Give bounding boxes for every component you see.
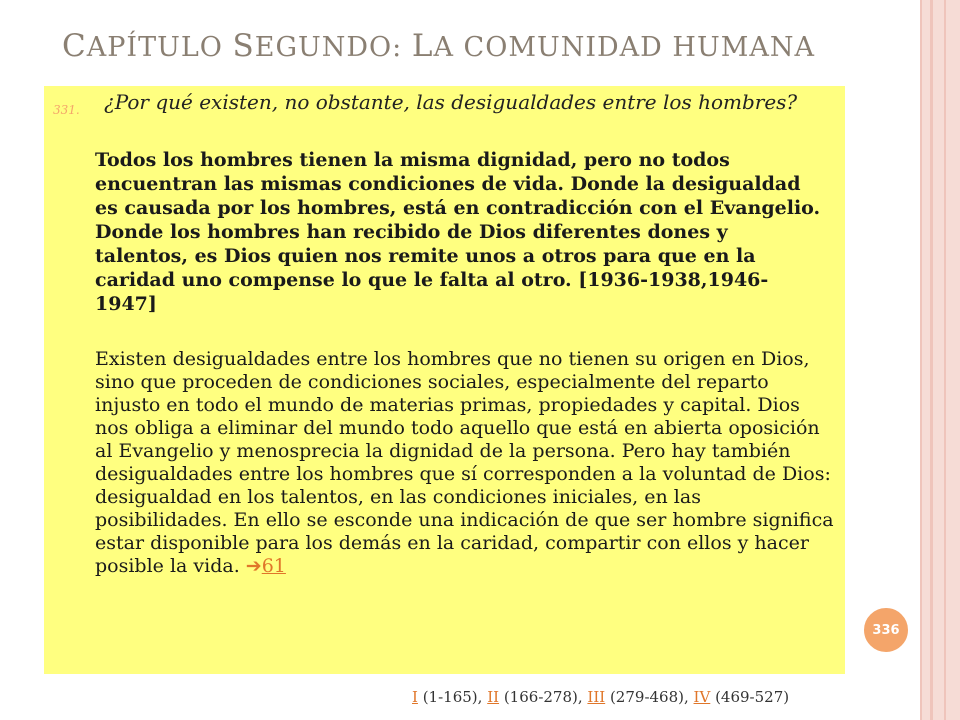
title-initial: S [232,28,255,64]
arrow-right-icon: ➔ [245,555,262,577]
page-number-badge: 336 [862,606,910,654]
title-text: A COMUNIDAD HUMANA [433,32,815,63]
footer-range: (469-527) [710,688,790,706]
question-text: ¿Por qué existen, no obstante, las desigualdades entre los hombres? [104,90,798,114]
right-decorative-margin [920,0,960,720]
margin-stripe [920,0,922,720]
reference-link[interactable]: 61 [261,555,286,577]
title-text: EGUNDO: [254,32,412,63]
footer-range: (166-278), [499,688,588,706]
answer-text: Todos los hombres tienen la misma dignidad, pero no todos encuentran las mismas condiciones de vida. Donde la desigualdad es causada por los hombres, está en contradicción con el Evangelio. Donde los hombres han recibido de Dios diferentes dones y talentos, es Dios quien nos remite unos a otros para que en la caridad uno compense lo que le falta al otro. [1936-1938,1946-1947] [95,149,821,315]
title-initial: L [411,28,434,64]
footer-link-part-2[interactable]: II [487,688,500,706]
footer-range: (1-165), [417,688,488,706]
question-number: 331. [53,103,80,117]
footer-range: (279-468), [605,688,694,706]
margin-stripe [930,0,933,720]
title-text: APÍTULO [86,32,233,63]
slide-title [62,28,815,64]
title-initial: C [62,28,87,64]
explanation-paragraph [95,348,835,578]
reference [246,555,286,577]
footer-navigation [412,688,789,706]
footer-link-part-3[interactable]: III [587,688,606,706]
footer-link-part-1[interactable]: I [412,688,418,706]
margin-stripe [944,0,946,720]
explanation-text: Existen desigualdades entre los hombres que no tienen su origen en Dios, sino que proceden de condiciones sociales, especialmente del reparto injusto en todo el mundo de materias primas, propiedades y capital. Dios nos obliga a eliminar del mundo todo aquello que está en abierta oposición al Evangelio y menosprecia la dignidad de la persona. Pero hay también desigualdades entre los hombres que sí corresponden a la voluntad de Dios: desigualdad en los talentos, en las condiciones iniciales, en las posibilidades. En ello se esconde una indicación de que ser hombre significa estar disponible para los demás en la caridad, compartir con ellos y hacer posible la vida. [95,348,834,577]
footer-link-part-4[interactable]: IV [693,688,711,706]
